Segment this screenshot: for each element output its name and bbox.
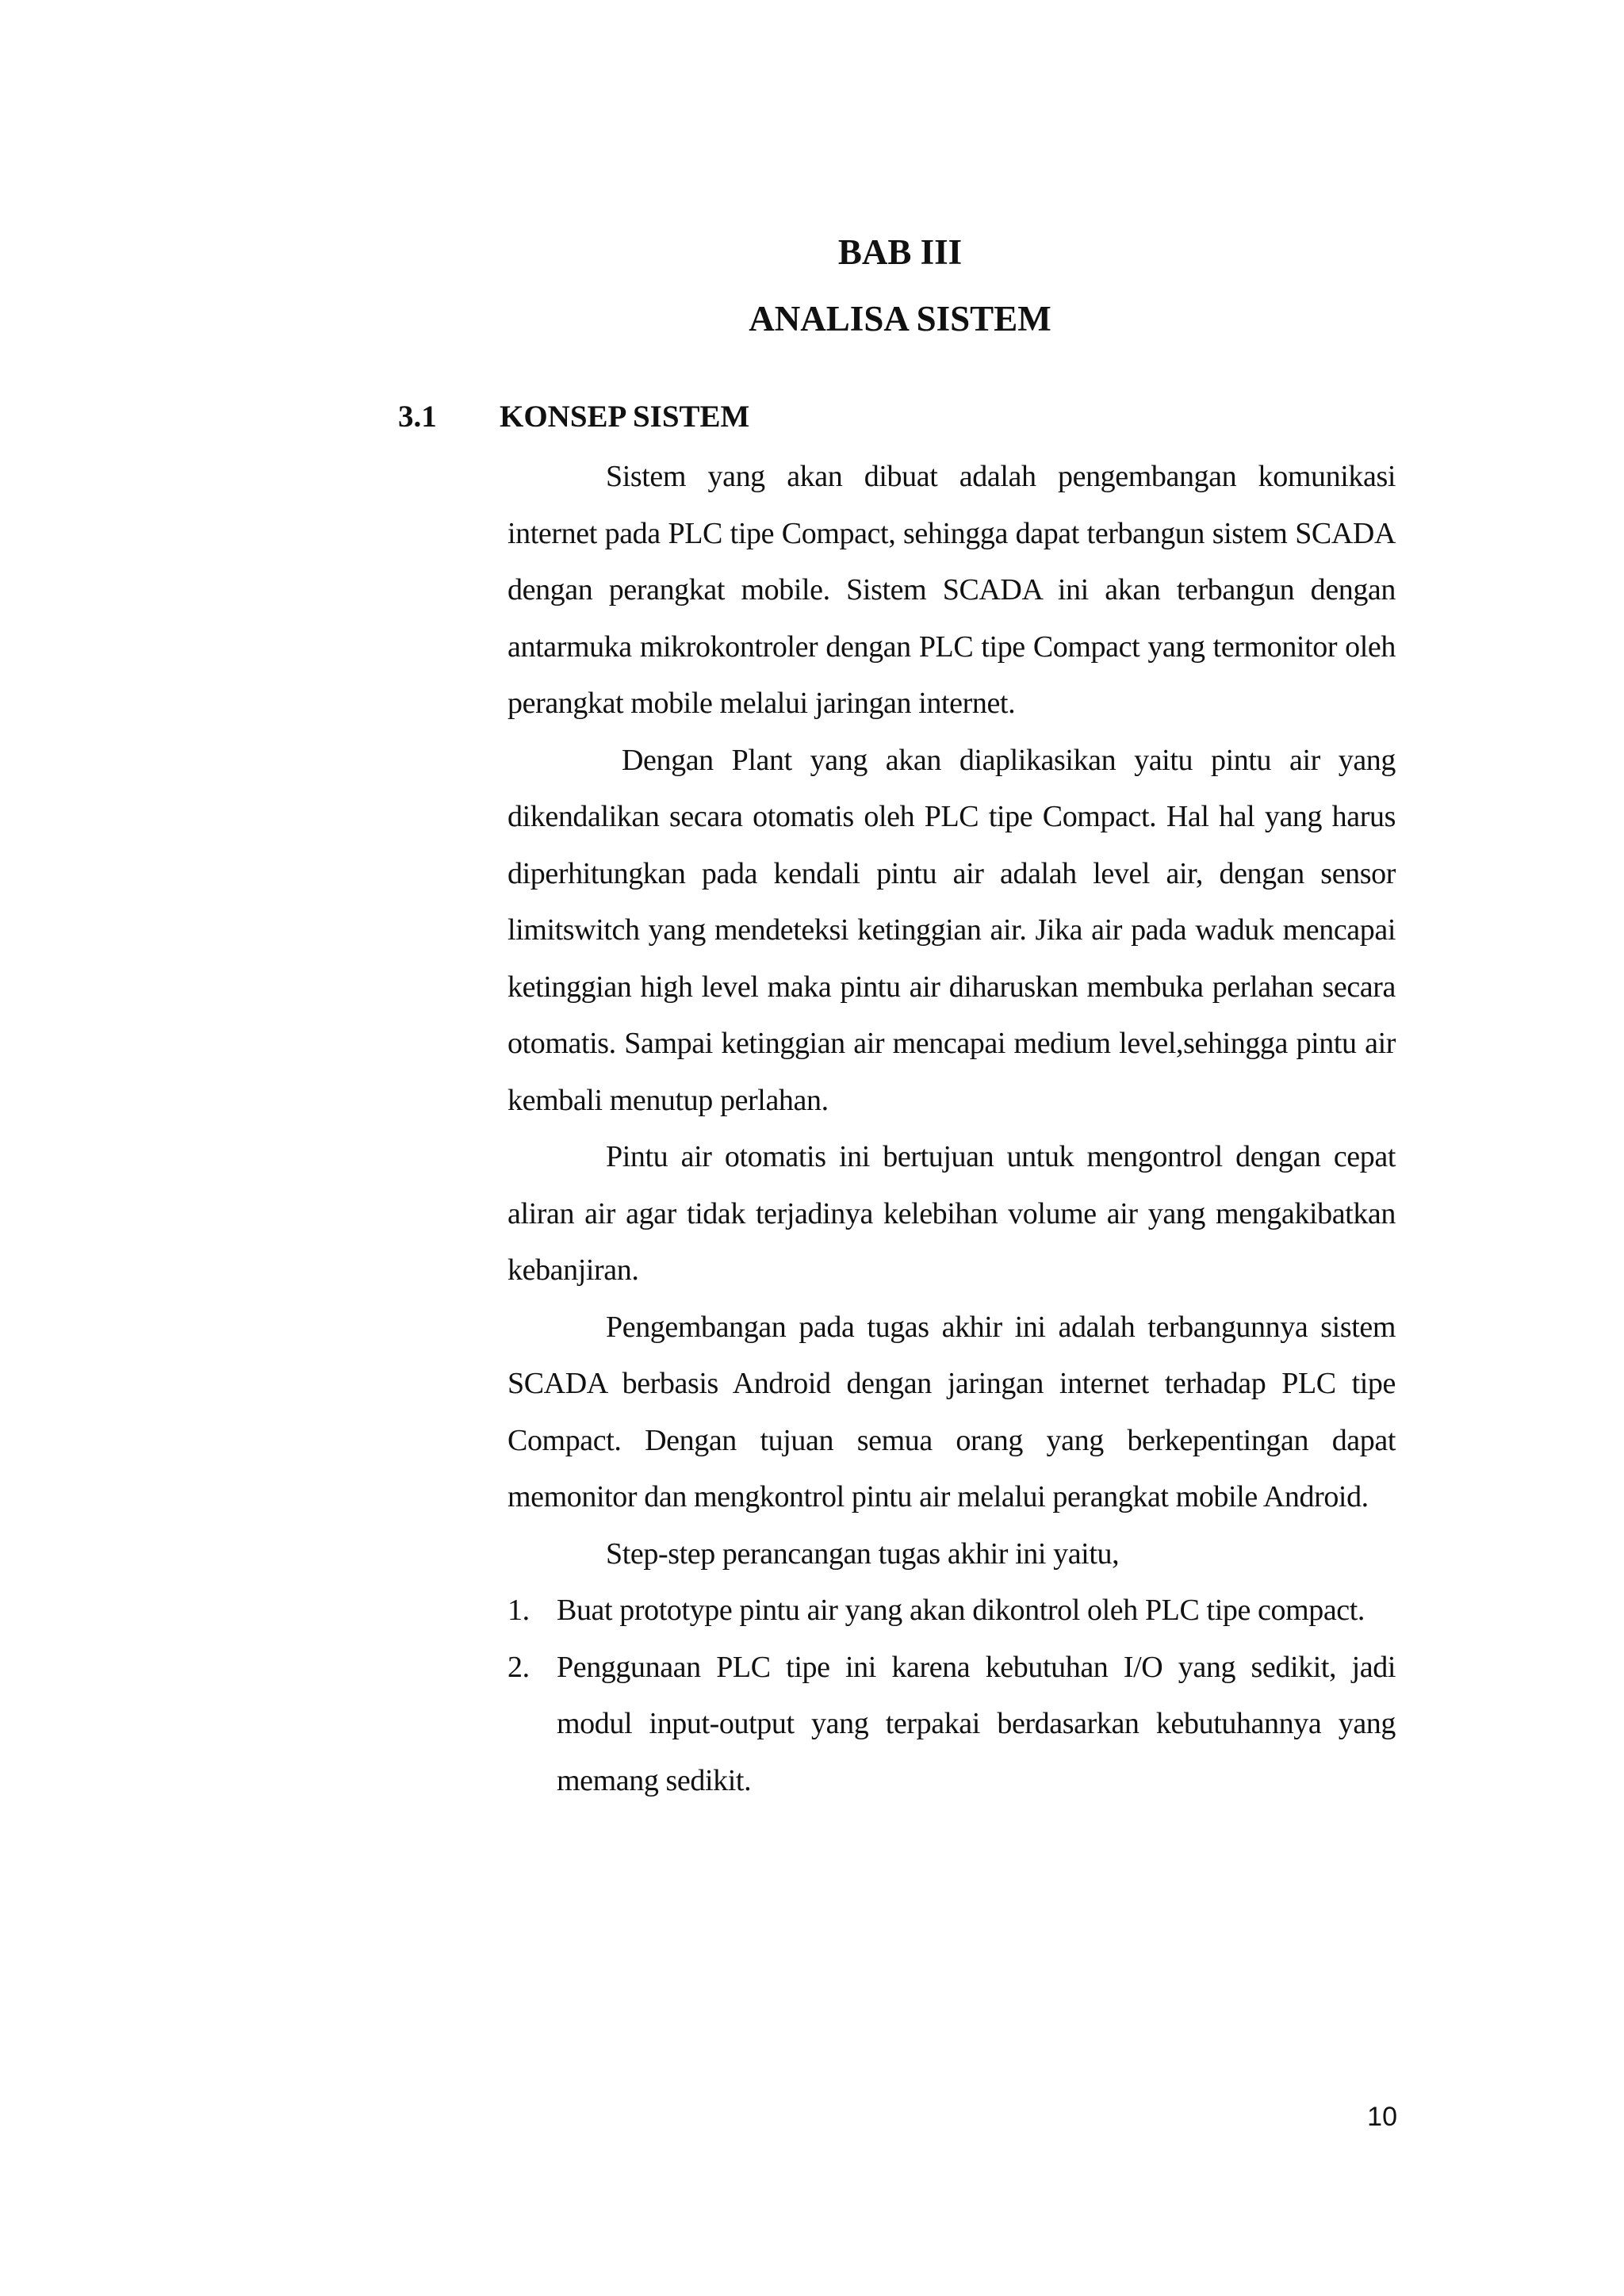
section-number: 3.1 <box>398 400 437 434</box>
paragraph-steps-intro: Step-step perancangan tugas akhir ini yaitu, <box>606 1536 1120 1571</box>
list-item <box>508 1582 1396 1640</box>
list-item-number: 1. <box>508 1594 530 1627</box>
body-text <box>508 449 1396 1809</box>
page-number: 10 <box>1367 2102 1397 2132</box>
list-item <box>508 1640 1396 1810</box>
chapter-title: ANALISA SISTEM <box>749 299 1051 339</box>
section-title: KONSEP SISTEM <box>500 400 750 434</box>
list-item-text: Buat prototype pintu air yang akan dikontrol oleh PLC tipe compact. <box>557 1594 1365 1627</box>
paragraph-plant-description: Dengan Plant yang akan diaplikasikan yaitu pintu air yang dikendalikan secara otomatis oleh PLC tipe Compact. Hal hal yang harus diperhitungkan pada kendali pintu air adalah level air, dengan sensor limitswitch yang mendeteksi ketinggian air. Jika air pada waduk mencapai ketinggian high level maka pintu air diharuskan membuka perlahan secara otomatis. Sampai ketinggian air mencapai medium level,sehingga pintu air kembali menutup perlahan. <box>508 743 1396 1117</box>
list-item-text: Penggunaan PLC tipe ini karena kebutuhan I/O yang sedikit, jadi modul input-output yang terpakai berdasarkan kebutuhannya yang memang sedikit. <box>557 1650 1396 1797</box>
list-item-number: 2. <box>508 1650 530 1684</box>
section-heading <box>398 396 749 438</box>
paragraph-water-gate-purpose: Pintu air otomatis ini bertujuan untuk mengontrol dengan cepat aliran air agar tidak terjadinya kelebihan volume air yang mengakibatkan kebanjiran. <box>508 1140 1396 1287</box>
chapter-number: BAB III <box>837 232 963 272</box>
steps-list <box>508 1582 1396 1809</box>
paragraph-development-goal: Pengembangan pada tugas akhir ini adalah terbangunnya sistem SCADA berbasis Android dengan jaringan internet terhadap PLC tipe Compact. Dengan tujuan semua orang yang berkepentingan dapat memonitor dan mengkontrol pintu air melalui perangkat mobile Android. <box>508 1310 1396 1513</box>
paragraph-system-concept: Sistem yang akan dibuat adalah pengembangan komunikasi internet pada PLC tipe Compact, sehingga dapat terbangun sistem SCADA dengan perangkat mobile. Sistem SCADA ini akan terbangun dengan antarmuka mikrokontroler dengan PLC tipe Compact yang termonitor oleh perangkat mobile melalui jaringan internet. <box>508 460 1396 720</box>
